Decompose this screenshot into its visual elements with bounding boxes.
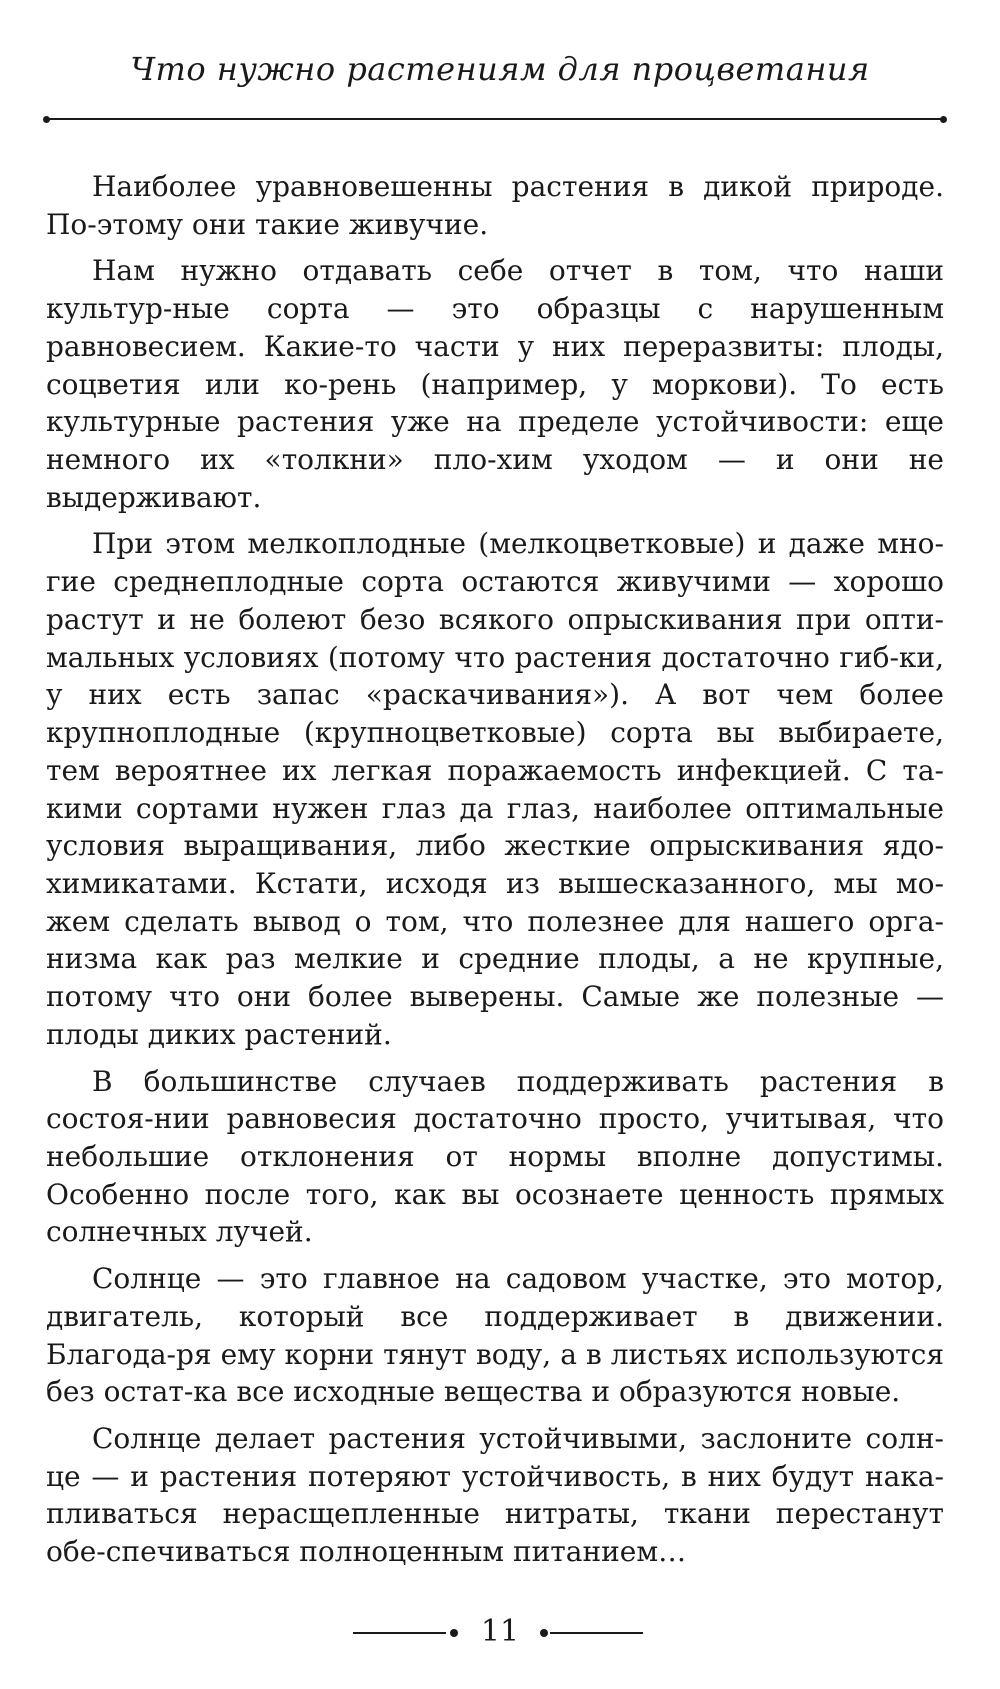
paragraph: Солнце — это главное на садовом участке, это мотор, двигатель, который все поддерживает в движении. Благода-ря ему корни тянут воду, а в листьях используются без остат-ка все исходные вещества и образуются новые.: [46, 1262, 944, 1409]
footer-dot-right: [540, 1629, 548, 1637]
footer-rule-right: [550, 1632, 643, 1634]
running-header: Что нужно растениям для процветания: [130, 50, 870, 88]
paragraph: Нам нужно отдавать себе отчет в том, что наши культур-ные сорта — это образцы с нарушенным равновесием. Какие-то части у них переразвиты: плоды, соцветия или ко-рень (например, у моркови). То есть культурные растения уже на пределе устойчивости: еще немного их «толкни» пло-хим уходом — и они не выдерживают.: [46, 254, 944, 514]
rule-dot-left: [43, 116, 50, 123]
page-number: 11: [480, 1614, 520, 1649]
footer-rule-left: [353, 1632, 446, 1634]
paragraph: Солнце делает растения устойчивыми, заслоните солн-це — и растения потеряют устойчивость, в них будут нака-пливаться нерасщепленные нитраты, ткани перестанут обе-спечиваться полноценным питанием…: [46, 1422, 944, 1569]
page-footer: [0, 1612, 1000, 1652]
body-text: [46, 168, 944, 1580]
paragraph: В большинстве случаев поддерживать растения в состоя-нии равновесия достаточно просто, учитывая, что небольшие отклонения от нормы вполне допустимы. Особенно после того, как вы осознаете ценность прямых солнечных лучей.: [46, 1064, 944, 1249]
footer-dot-left: [450, 1629, 458, 1637]
paragraph: Наиболее уравновешенны растения в дикой природе. По-этому они такие живучие.: [46, 170, 944, 241]
rule-dot-right: [940, 116, 947, 123]
paragraph: При этом мелкоплодные (мелкоцветковые) и даже мно-гие среднеплодные сорта остаются живучими — хорошо растут и не болеют безо всякого опрыскивания при опти-мальных условиях (потому что растения достаточно гиб-ки, у них есть запас «раскачивания»). А вот чем более крупноплодные (крупноцветковые) сорта вы выбираете, тем вероятнее их легкая поражаемость инфекцией. С та-кими сортами нужен глаз да глаз, наиболее оптимальные условия выращивания, либо жесткие опрыскивания ядо-химикатами. Кстати, исходя из вышесказанного, мы мо-жем сделать вывод о том, что полезнее для нашего орга-низма как раз мелкие и средние плоды, а не крупные, потому что они более выверены. Самые же полезные — плоды диких растений.: [46, 527, 944, 1051]
header-rule: [46, 118, 944, 120]
